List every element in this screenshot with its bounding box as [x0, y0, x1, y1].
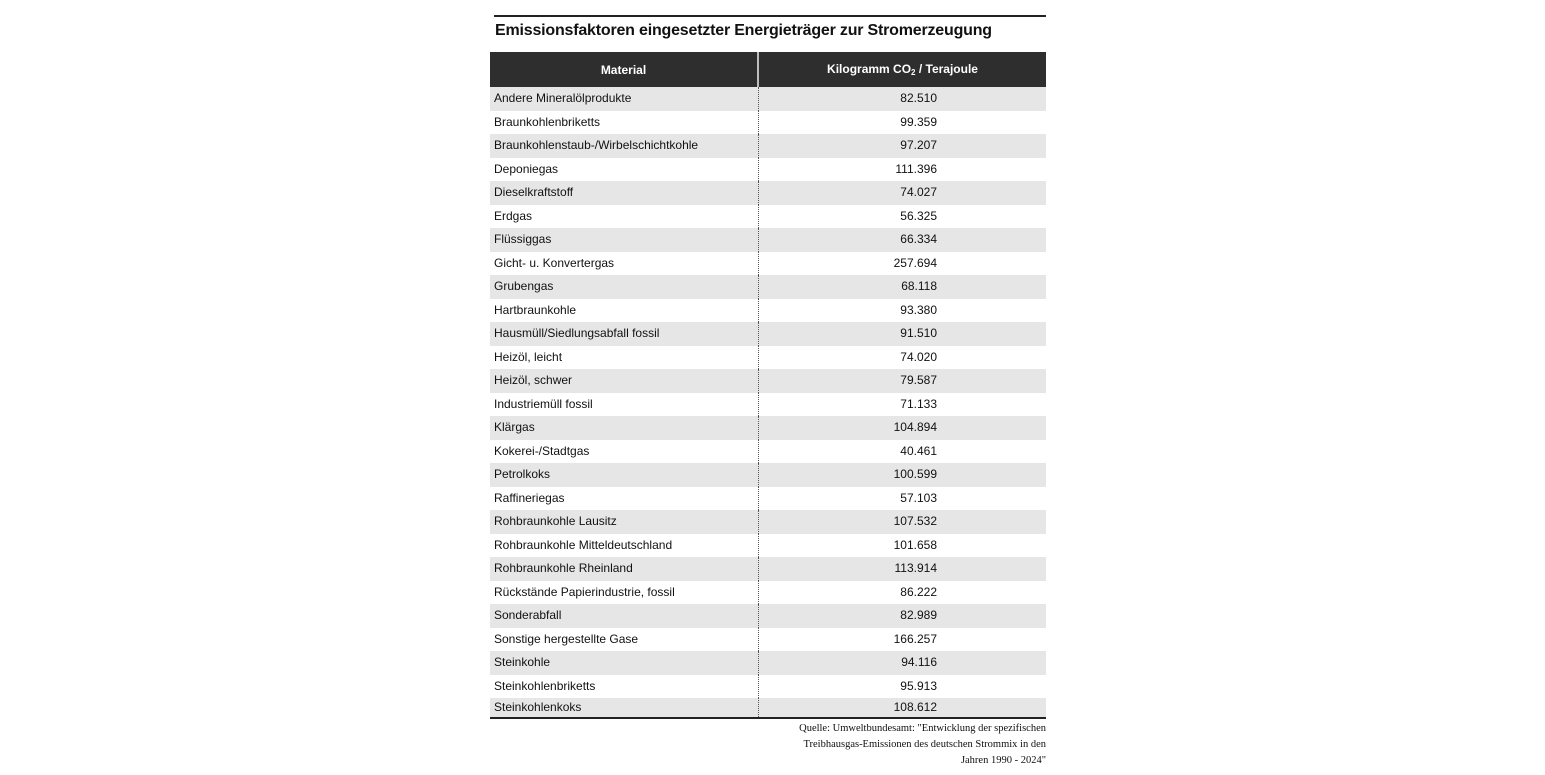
value-cell: 79.587	[758, 369, 1046, 393]
unit-suffix: / Terajoule	[915, 62, 978, 76]
material-cell: Industriemüll fossil	[490, 393, 758, 417]
header-row	[490, 52, 1046, 87]
unit-prefix: Kilogramm CO	[827, 62, 912, 76]
table-row	[490, 628, 1046, 652]
table-row	[490, 416, 1046, 440]
value-cell: 99.359	[758, 111, 1046, 135]
table-row	[490, 487, 1046, 511]
table-row	[490, 322, 1046, 346]
value-cell: 56.325	[758, 205, 1046, 229]
emission-factors-table	[490, 52, 1046, 719]
material-cell: Sonstige hergestellte Gase	[490, 628, 758, 652]
value-cell: 71.133	[758, 393, 1046, 417]
material-cell: Dieselkraftstoff	[490, 181, 758, 205]
table-row	[490, 134, 1046, 158]
column-header-unit	[758, 52, 1046, 87]
value-cell: 74.020	[758, 346, 1046, 370]
source-line: Jahren 1990 - 2024"	[960, 755, 1046, 766]
table-row	[490, 111, 1046, 135]
material-cell: Braunkohlenstaub-/Wirbelschichtkohle	[490, 134, 758, 158]
table-row	[490, 604, 1046, 628]
emission-factors-table-container	[490, 15, 1046, 769]
value-cell: 40.461	[758, 440, 1046, 464]
source-line: Treibhausgas-Emissionen des deutschen Strommix in den	[803, 739, 1046, 750]
table-row	[490, 393, 1046, 417]
value-cell: 86.222	[758, 581, 1046, 605]
material-cell: Sonderabfall	[490, 604, 758, 628]
value-cell: 166.257	[758, 628, 1046, 652]
table-row	[490, 651, 1046, 675]
material-cell: Grubengas	[490, 275, 758, 299]
material-cell: Erdgas	[490, 205, 758, 229]
material-cell: Deponiegas	[490, 158, 758, 182]
table-row	[490, 698, 1046, 718]
table-row	[490, 181, 1046, 205]
value-cell: 108.612	[758, 698, 1046, 718]
value-cell: 111.396	[758, 158, 1046, 182]
value-cell: 113.914	[758, 557, 1046, 581]
material-cell: Andere Mineralölprodukte	[490, 87, 758, 111]
table-row	[490, 440, 1046, 464]
table-row	[490, 510, 1046, 534]
material-cell: Rohbraunkohle Mitteldeutschland	[490, 534, 758, 558]
value-cell: 82.989	[758, 604, 1046, 628]
value-cell: 68.118	[758, 275, 1046, 299]
material-cell: Rückstände Papierindustrie, fossil	[490, 581, 758, 605]
material-cell: Raffineriegas	[490, 487, 758, 511]
source-note	[490, 721, 1046, 769]
table-row	[490, 581, 1046, 605]
material-cell: Flüssiggas	[490, 228, 758, 252]
material-cell: Rohbraunkohle Lausitz	[490, 510, 758, 534]
value-cell: 94.116	[758, 651, 1046, 675]
table-row	[490, 675, 1046, 699]
material-cell: Kokerei-/Stadtgas	[490, 440, 758, 464]
table-row	[490, 205, 1046, 229]
material-cell: Klärgas	[490, 416, 758, 440]
material-cell: Petrolkoks	[490, 463, 758, 487]
table-row	[490, 252, 1046, 276]
value-cell: 95.913	[758, 675, 1046, 699]
material-cell: Steinkohlenbriketts	[490, 675, 758, 699]
value-cell: 74.027	[758, 181, 1046, 205]
material-cell: Hausmüll/Siedlungsabfall fossil	[490, 322, 758, 346]
table-row	[490, 557, 1046, 581]
material-cell: Rohbraunkohle Rheinland	[490, 557, 758, 581]
material-cell: Steinkohlenkoks	[490, 698, 758, 718]
table-row	[490, 158, 1046, 182]
value-cell: 257.694	[758, 252, 1046, 276]
value-cell: 100.599	[758, 463, 1046, 487]
table-row	[490, 369, 1046, 393]
column-header-material: Material	[490, 52, 758, 87]
table-row	[490, 228, 1046, 252]
value-cell: 91.510	[758, 322, 1046, 346]
unit-subscript: 2	[911, 68, 916, 77]
table-row	[490, 346, 1046, 370]
table-body	[490, 87, 1046, 718]
value-cell: 101.658	[758, 534, 1046, 558]
table-title: Emissionsfaktoren eingesetzter Energieträger zur Stromerzeugung	[495, 22, 992, 39]
material-cell: Braunkohlenbriketts	[490, 111, 758, 135]
table-row	[490, 534, 1046, 558]
source-line: Quelle: Umweltbundesamt: "Entwicklung der spezifischen	[799, 723, 1046, 734]
table-row	[490, 463, 1046, 487]
material-cell: Hartbraunkohle	[490, 299, 758, 323]
top-rule	[494, 15, 1046, 17]
value-cell: 97.207	[758, 134, 1046, 158]
value-cell: 104.894	[758, 416, 1046, 440]
value-cell: 107.532	[758, 510, 1046, 534]
table-row	[490, 275, 1046, 299]
value-cell: 82.510	[758, 87, 1046, 111]
table-row	[490, 87, 1046, 111]
value-cell: 57.103	[758, 487, 1046, 511]
value-cell: 66.334	[758, 228, 1046, 252]
material-cell: Heizöl, schwer	[490, 369, 758, 393]
material-cell: Heizöl, leicht	[490, 346, 758, 370]
table-row	[490, 299, 1046, 323]
value-cell: 93.380	[758, 299, 1046, 323]
material-cell: Gicht- u. Konvertergas	[490, 252, 758, 276]
material-cell: Steinkohle	[490, 651, 758, 675]
